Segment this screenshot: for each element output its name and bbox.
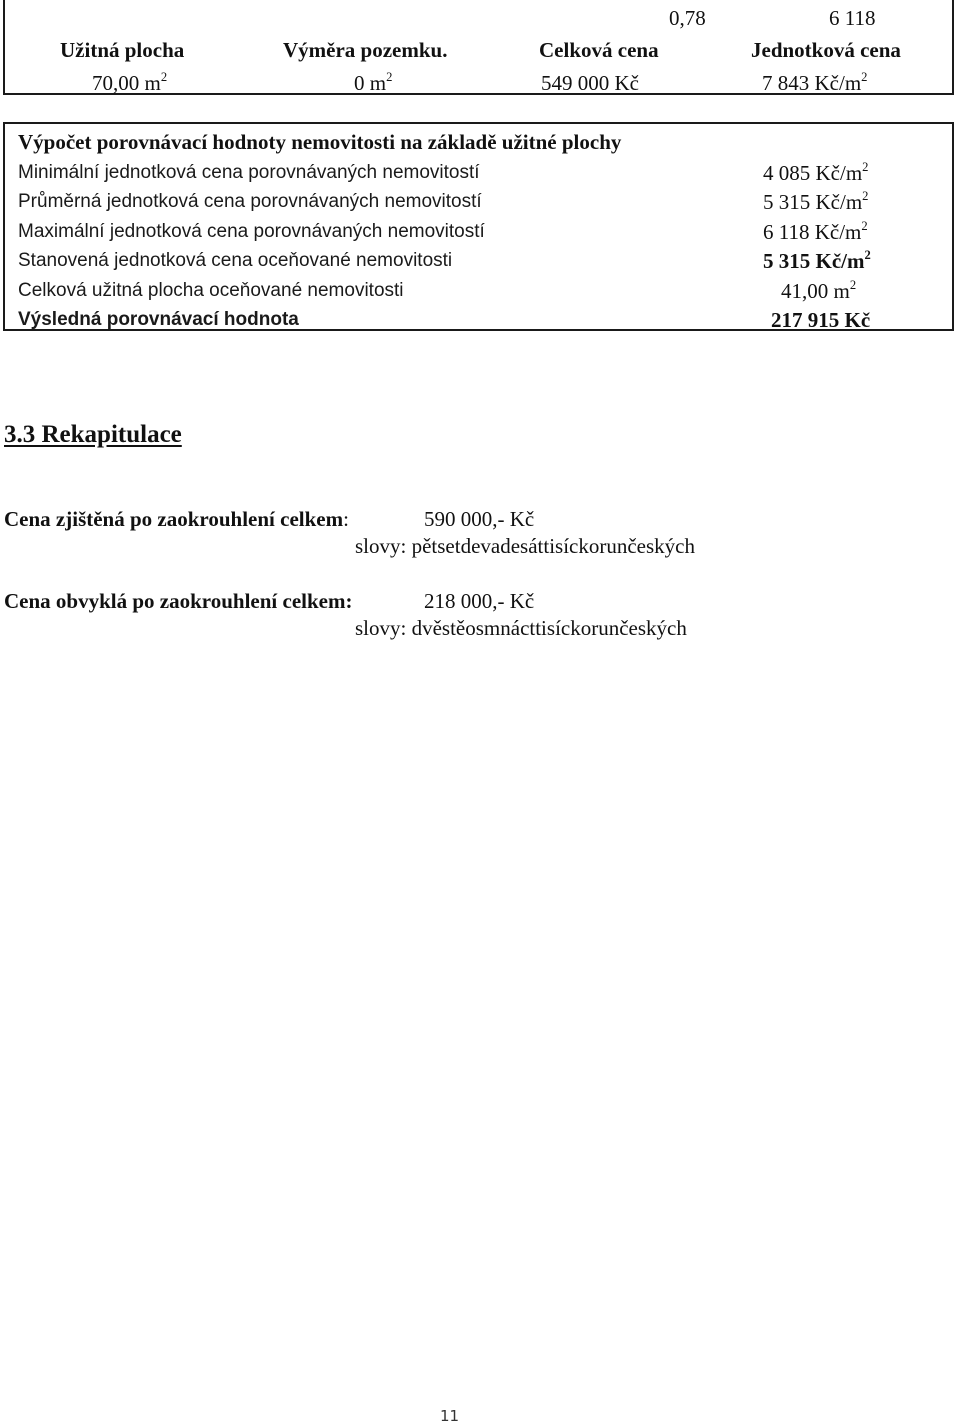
calc-row-label: Průměrná jednotková cena porovnávaných nemovitostí <box>18 191 482 212</box>
calc-row-label: Stanovená jednotková cena oceňované nemovitosti <box>18 250 453 271</box>
header-unit: Jednotková cena <box>751 38 901 62</box>
calc-row-label: Maximální jednotková cena porovnávaných nemovitostí <box>18 221 485 242</box>
calc-result-value: 217 915 Kč <box>771 308 871 332</box>
prev-unit-price: 6 118 <box>829 6 876 30</box>
recap-usual-amount: 218 000,- Kč <box>424 589 535 613</box>
recap-found-amount: 590 000,- Kč <box>424 507 535 531</box>
calc-title: Výpočet porovnávací hodnoty nemovitosti na základě užitné plochy <box>18 130 622 154</box>
value-total: 549 000 Kč <box>541 71 639 95</box>
header-land: Výměra pozemku. <box>283 38 448 62</box>
value-unit: 7 843 $Kč/m^2$ <box>762 69 868 95</box>
calc-row-value: 5 315 $Kč/m^2$ <box>763 188 869 214</box>
prev-coef: 0,78 <box>669 6 706 30</box>
calc-result-label: Výsledná porovnávací hodnota <box>18 309 299 330</box>
section-title: 3.3 Rekapitulace <box>4 421 182 448</box>
value-land: 0 $m^2$ <box>354 69 393 95</box>
calc-row-value: 4 085 $Kč/m^2$ <box>763 159 869 185</box>
header-area: Užitná plocha <box>60 38 185 62</box>
recap-found-label: Cena zjištěná po zaokrouhlení celkem: <box>4 507 349 531</box>
header-total: Celková cena <box>539 38 659 62</box>
recap-usual-label: Cena obvyklá po zaokrouhlení celkem: <box>4 589 353 613</box>
recap-found-words: slovy: pětsetdevadesáttisíckorunčeských <box>355 534 695 558</box>
recap-usual-words: slovy: dvěstěosmnácttisíckorunčeských <box>355 616 687 640</box>
calc-row-label: Minimální jednotková cena porovnávaných nemovitostí <box>18 162 480 183</box>
calc-row-value: 6 118 $Kč/m^2$ <box>763 218 868 244</box>
value-area: 70,00 $m^2$ <box>92 69 168 95</box>
page-number: 11 <box>440 1407 460 1425</box>
calc-row-value: 5 315 $Kč/m^2$ <box>763 247 871 273</box>
calc-row-value: 41,00 $m^2$ <box>781 277 857 303</box>
calc-row-label: Celková užitná plocha oceňované nemovitosti <box>18 280 404 301</box>
